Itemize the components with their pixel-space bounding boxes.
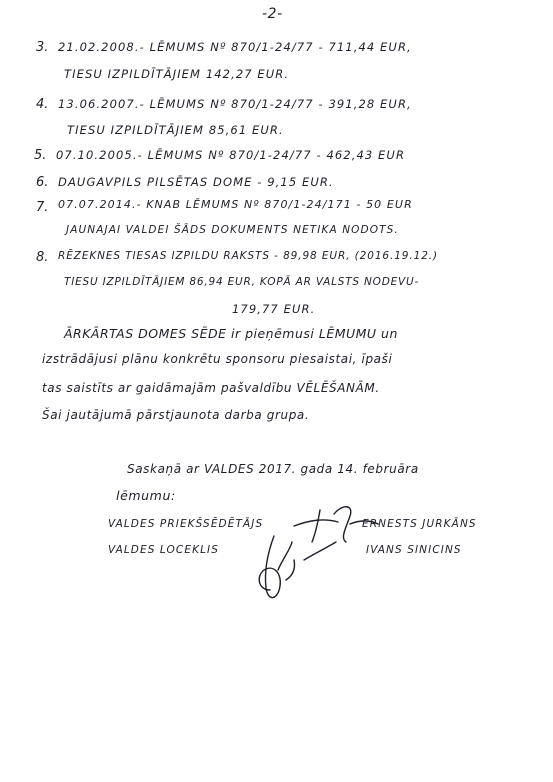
paragraph-line: Šai jautājumā pārstjaunota darba grupa.	[42, 408, 310, 422]
item-number: 5.	[34, 148, 47, 163]
paragraph-line: tas saistīts ar gaidāmajām pašvaldību VĒLĒŠANĀM.	[42, 381, 380, 395]
item-number: 8.	[36, 250, 49, 265]
item-line: RĒZEKNES TIESAS IZPILDU RAKSTS - 89,98 EUR, (2016.19.12.)	[58, 250, 439, 262]
item-number: 4.	[36, 97, 49, 112]
item-line: 07.07.2014.- KNAB LĒMUMS Nº 870/1-24/171 - 50 EUR	[58, 198, 413, 211]
signatory-name: ERNESTS JURKĀNS	[362, 518, 477, 530]
item-line: TIESU IZPILDĪTĀJIEM 142,27 EUR.	[64, 67, 290, 81]
item-line: 07.10.2005.- LĒMUMS Nº 870/1-24/77 - 462,43 EUR	[56, 148, 406, 162]
item-number: 7.	[36, 200, 49, 215]
item-line: JAUNAJAI VALDEI ŠĀDS DOKUMENTS NETIKA NODOTS.	[66, 224, 399, 236]
item-line: 179,77 EUR.	[232, 302, 316, 316]
item-number: 6.	[36, 175, 49, 190]
item-line: 13.06.2007.- LĒMUMS Nº 870/1-24/77 - 391,28 EUR,	[58, 97, 412, 111]
approval-line: Saskaņā ar VALDES 2017. gada 14. februāra	[127, 462, 419, 476]
item-line: DAUGAVPILS PILSĒTAS DOME - 9,15 EUR.	[58, 175, 334, 189]
page-number: -2-	[262, 6, 283, 22]
item-line: 21.02.2008.- LĒMUMS Nº 870/1-24/77 - 711,44 EUR,	[58, 40, 412, 54]
signatory-name: IVANS SINICINS	[366, 544, 462, 556]
signature-member	[234, 530, 344, 614]
signatory-role: VALDES LOCEKLIS	[108, 544, 219, 556]
item-line: TIESU IZPILDĪTĀJIEM 86,94 EUR, KOPĀ AR VALSTS NODEVU-	[64, 276, 420, 288]
paragraph-line: ĀRKĀRTAS DOMES SĒDE ir pieņēmusi LĒMUMU un	[64, 326, 398, 341]
item-number: 3.	[36, 40, 49, 55]
paragraph-line: izstrādājusi plānu konkrētu sponsoru piesaistai, īpaši	[42, 352, 393, 366]
item-line: TIESU IZPILDĪTĀJIEM 85,61 EUR.	[67, 123, 284, 137]
approval-line: lēmumu:	[116, 488, 176, 503]
signature-member-icon	[234, 530, 344, 610]
signatory-role: VALDES PRIEKŠSĒDĒTĀJS	[108, 518, 264, 530]
